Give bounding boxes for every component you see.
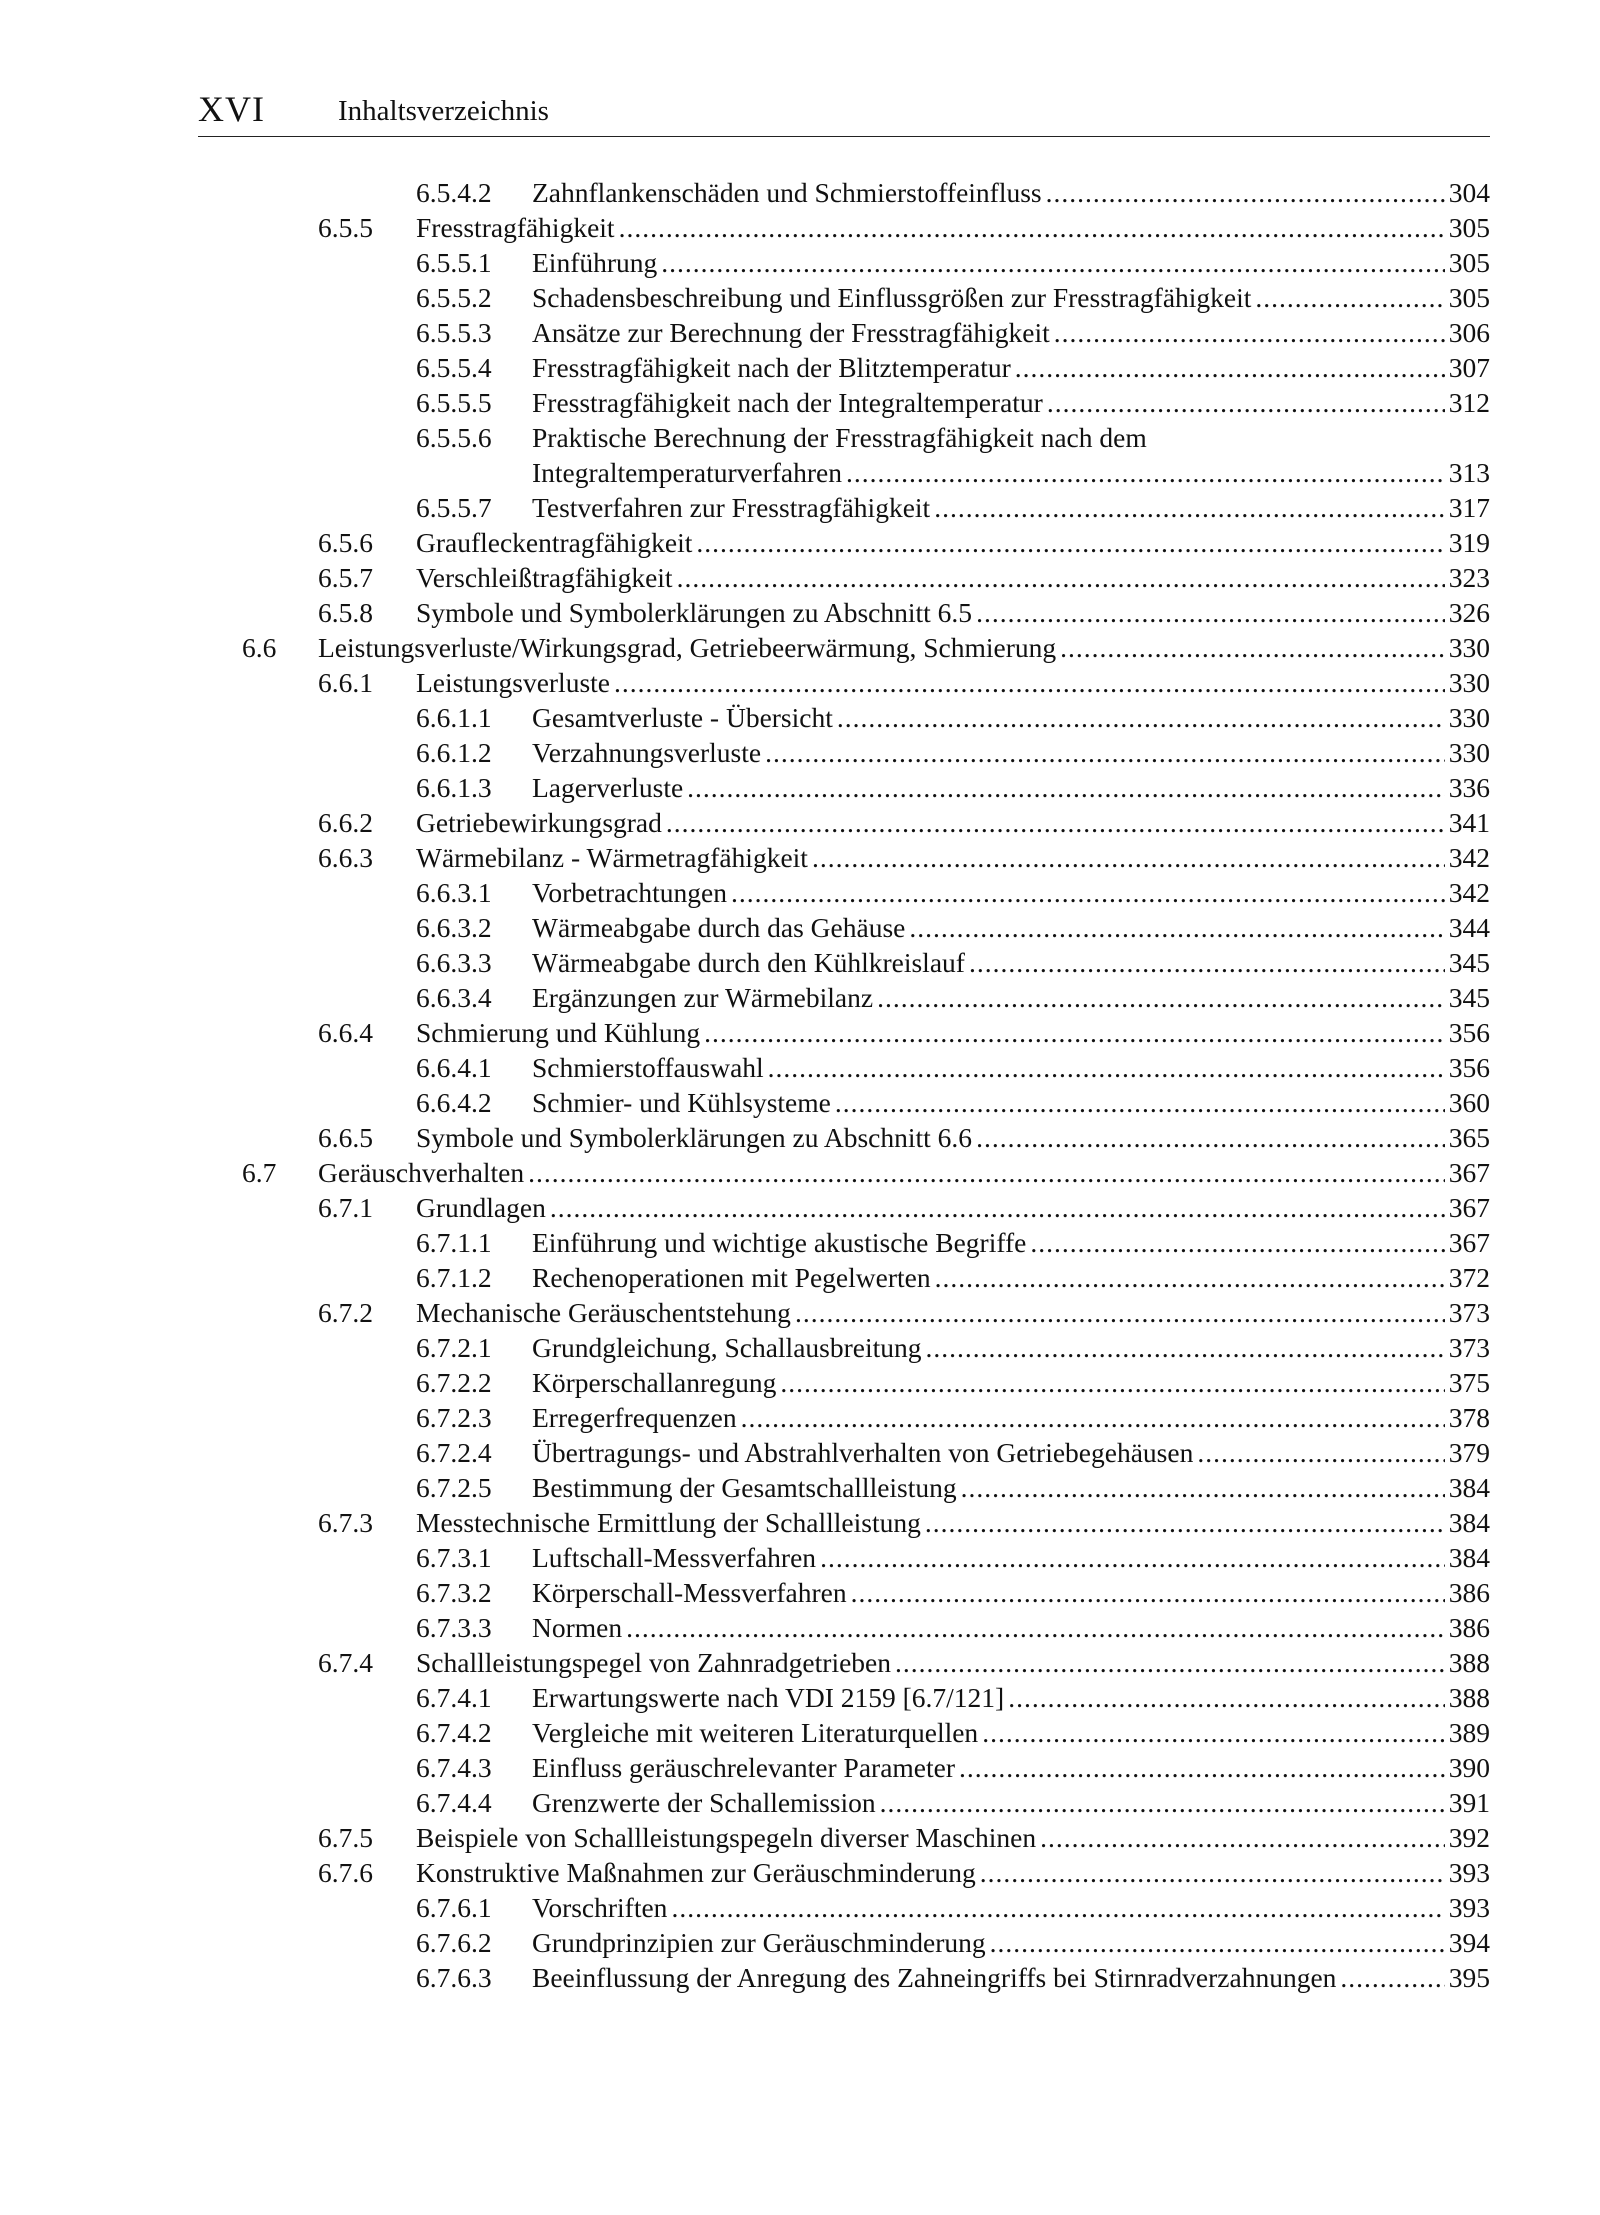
toc-entry-title: Ergänzungen zur Wärmebilanz xyxy=(532,982,874,1013)
toc-entry-number: 6.7.2.1 xyxy=(416,1332,492,1363)
toc-entry[interactable] xyxy=(0,1225,1600,1260)
toc-entry-number: 6.7.2.3 xyxy=(416,1402,492,1433)
toc-entry[interactable] xyxy=(0,1435,1600,1470)
toc-entry[interactable] xyxy=(0,315,1600,350)
toc-entry-number: 6.6.3.3 xyxy=(416,947,492,978)
toc-entry[interactable] xyxy=(0,805,1600,840)
dot-leader xyxy=(550,1190,1445,1225)
toc-entry[interactable] xyxy=(0,420,1600,490)
toc-entry-title: Wärmebilanz - Wärmetragfähigkeit xyxy=(416,842,808,873)
dot-leader xyxy=(1197,1435,1444,1470)
toc-entry-number: 6.7.4.3 xyxy=(416,1752,492,1783)
toc-entry-page: 356 xyxy=(1448,1052,1490,1083)
toc-entry-number: 6.6.3 xyxy=(318,842,373,873)
toc-entry[interactable] xyxy=(0,945,1600,980)
dot-leader xyxy=(969,945,1445,980)
table-of-contents xyxy=(0,175,1600,1995)
toc-entry-number: 6.5.6 xyxy=(318,527,373,558)
dot-leader xyxy=(795,1295,1445,1330)
toc-entry-title: Praktische Berechnung der Fresstragfähigkeit nach dem xyxy=(532,422,1147,453)
toc-entry-number: 6.7.3 xyxy=(318,1507,373,1538)
toc-entry-page: 386 xyxy=(1448,1577,1490,1608)
dot-leader xyxy=(677,560,1445,595)
toc-entry-title: Vorschriften xyxy=(532,1892,668,1923)
toc-entry-page: 395 xyxy=(1448,1962,1490,1993)
toc-entry[interactable] xyxy=(0,1155,1600,1190)
toc-entry-title: Beeinflussung der Anregung des Zahneingriffs bei Stirnradverzahnungen xyxy=(532,1962,1337,1993)
dot-leader xyxy=(765,735,1445,770)
toc-entry-title: Körperschallanregung xyxy=(532,1367,777,1398)
dot-leader xyxy=(666,805,1445,840)
toc-entry-title: Fresstragfähigkeit xyxy=(416,212,615,243)
toc-entry-title: Grundlagen xyxy=(416,1192,546,1223)
dot-leader xyxy=(1255,280,1444,315)
toc-entry[interactable] xyxy=(0,735,1600,770)
toc-entry-number: 6.6.4.1 xyxy=(416,1052,492,1083)
toc-entry[interactable] xyxy=(0,1330,1600,1365)
toc-entry-number: 6.7.2.4 xyxy=(416,1437,492,1468)
toc-entry-number: 6.6.4 xyxy=(318,1017,373,1048)
dot-leader xyxy=(614,665,1445,700)
toc-entry-page: 330 xyxy=(1448,667,1490,698)
toc-entry-title: Konstruktive Maßnahmen zur Geräuschminderung xyxy=(416,1857,976,1888)
toc-entry-number: 6.7.2.2 xyxy=(416,1367,492,1398)
toc-entry-page: 388 xyxy=(1448,1682,1490,1713)
toc-entry-title: Grenzwerte der Schallemission xyxy=(532,1787,876,1818)
toc-entry-number: 6.5.5.3 xyxy=(416,317,492,348)
toc-entry-page: 393 xyxy=(1448,1857,1490,1888)
dot-leader xyxy=(961,1470,1445,1505)
dot-leader xyxy=(959,1750,1445,1785)
toc-entry-page: 336 xyxy=(1448,772,1490,803)
toc-entry-number: 6.5.5 xyxy=(318,212,373,243)
toc-entry-page: 342 xyxy=(1448,877,1490,908)
dot-leader xyxy=(1047,385,1445,420)
toc-entry-page: 393 xyxy=(1448,1892,1490,1923)
dot-leader xyxy=(846,455,1445,490)
toc-entry-title: Erwartungswerte nach VDI 2159 [6.7/121] xyxy=(532,1682,1005,1713)
toc-entry-page: 388 xyxy=(1448,1647,1490,1678)
toc-entry-page: 379 xyxy=(1448,1437,1490,1468)
toc-entry-number: 6.7.3.3 xyxy=(416,1612,492,1643)
toc-entry[interactable] xyxy=(0,770,1600,805)
toc-entry-number: 6.5.5.4 xyxy=(416,352,492,383)
toc-entry-title: Schmier- und Kühlsysteme xyxy=(532,1087,831,1118)
dot-leader xyxy=(980,1855,1445,1890)
toc-entry-number: 6.5.5.2 xyxy=(416,282,492,313)
toc-entry-title: Einführung xyxy=(532,247,658,278)
toc-entry[interactable] xyxy=(0,1260,1600,1295)
toc-entry-number: 6.7 xyxy=(242,1157,277,1188)
toc-entry-title: Wärmeabgabe durch den Kühlkreislauf xyxy=(532,947,965,978)
toc-entry-page: 305 xyxy=(1448,212,1490,243)
toc-entry-title: Wärmeabgabe durch das Gehäuse xyxy=(532,912,906,943)
dot-leader xyxy=(671,1890,1444,1925)
page-number: XVI xyxy=(198,89,265,129)
toc-entry-title: Schmierung und Kühlung xyxy=(416,1017,701,1048)
toc-entry[interactable] xyxy=(0,560,1600,595)
toc-entry-title: Grundprinzipien zur Geräuschminderung xyxy=(532,1927,986,1958)
toc-entry-number: 6.7.4.4 xyxy=(416,1787,492,1818)
toc-entry[interactable] xyxy=(0,1365,1600,1400)
toc-entry-page: 330 xyxy=(1448,702,1490,733)
toc-entry-page: 365 xyxy=(1448,1122,1490,1153)
toc-entry-number: 6.7.2 xyxy=(318,1297,373,1328)
toc-entry[interactable] xyxy=(0,350,1600,385)
toc-entry-number: 6.7.5 xyxy=(318,1822,373,1853)
dot-leader xyxy=(935,1260,1445,1295)
toc-entry[interactable] xyxy=(0,1855,1600,1890)
toc-entry-title: Symbole und Symbolerklärungen zu Abschnitt 6.6 xyxy=(416,1122,973,1153)
toc-entry-title: Fresstragfähigkeit nach der Blitztemperatur xyxy=(532,352,1011,383)
toc-entry[interactable] xyxy=(0,665,1600,700)
dot-leader xyxy=(925,1505,1445,1540)
toc-entry-title: Vorbetrachtungen xyxy=(532,877,727,908)
toc-entry-page: 305 xyxy=(1448,247,1490,278)
dot-leader xyxy=(1046,175,1445,210)
toc-entry[interactable] xyxy=(0,525,1600,560)
toc-entry-title: Luftschall-Messverfahren xyxy=(532,1542,817,1573)
toc-entry-title: Fresstragfähigkeit nach der Integraltemperatur xyxy=(532,387,1043,418)
toc-entry[interactable] xyxy=(0,1190,1600,1225)
dot-leader xyxy=(528,1155,1445,1190)
toc-entry[interactable] xyxy=(0,1505,1600,1540)
toc-entry[interactable] xyxy=(0,280,1600,315)
toc-entry-page: 367 xyxy=(1448,1192,1490,1223)
toc-entry-title: Einfluss geräuschrelevanter Parameter xyxy=(532,1752,956,1783)
toc-entry[interactable] xyxy=(0,1715,1600,1750)
toc-entry-title: Zahnflankenschäden und Schmierstoffeinfluss xyxy=(532,177,1042,208)
toc-entry-number: 6.7.1 xyxy=(318,1192,373,1223)
dot-leader xyxy=(1340,1960,1444,1995)
toc-entry-number: 6.6.4.2 xyxy=(416,1087,492,1118)
toc-entry-page: 373 xyxy=(1448,1297,1490,1328)
dot-leader xyxy=(619,210,1445,245)
toc-entry-title: Leistungsverluste xyxy=(416,667,610,698)
toc-entry-page: 367 xyxy=(1448,1227,1490,1258)
toc-entry[interactable] xyxy=(0,490,1600,525)
toc-entry-page: 330 xyxy=(1448,632,1490,663)
toc-entry[interactable] xyxy=(0,1540,1600,1575)
toc-entry[interactable] xyxy=(0,1890,1600,1925)
toc-entry[interactable] xyxy=(0,1960,1600,1995)
dot-leader xyxy=(626,1610,1445,1645)
toc-entry-title: Mechanische Geräuschentstehung xyxy=(416,1297,791,1328)
toc-entry-page: 319 xyxy=(1448,527,1490,558)
toc-entry-page: 394 xyxy=(1448,1927,1490,1958)
toc-entry[interactable] xyxy=(0,1400,1600,1435)
toc-entry-number: 6.7.6.2 xyxy=(416,1927,492,1958)
dot-leader xyxy=(909,910,1444,945)
toc-entry-page: 306 xyxy=(1448,317,1490,348)
dot-leader xyxy=(934,490,1445,525)
toc-entry-page: 372 xyxy=(1448,1262,1490,1293)
toc-entry-page: 345 xyxy=(1448,982,1490,1013)
toc-entry-title: Testverfahren zur Fresstragfähigkeit xyxy=(532,492,931,523)
toc-entry-title: Getriebewirkungsgrad xyxy=(416,807,662,838)
toc-entry[interactable] xyxy=(0,1785,1600,1820)
toc-entry-title: Ansätze zur Berechnung der Fresstragfähigkeit xyxy=(532,317,1050,348)
dot-leader xyxy=(812,840,1445,875)
toc-entry-title: Lagerverluste xyxy=(532,772,684,803)
toc-entry[interactable] xyxy=(0,840,1600,875)
toc-entry-page: 345 xyxy=(1448,947,1490,978)
toc-entry-page: 304 xyxy=(1448,177,1490,208)
running-title: Inhaltsverzeichnis xyxy=(338,95,549,127)
toc-entry-number: 6.5.5.6 xyxy=(416,422,492,453)
toc-entry-page: 384 xyxy=(1448,1542,1490,1573)
toc-entry-title: Verschleißtragfähigkeit xyxy=(416,562,673,593)
toc-entry-number: 6.7.1.2 xyxy=(416,1262,492,1293)
dot-leader xyxy=(1040,1820,1445,1855)
toc-entry-title: Leistungsverluste/Wirkungsgrad, Getriebeerwärmung, Schmierung xyxy=(318,632,1057,663)
toc-entry-title: Grundgleichung, Schallausbreitung xyxy=(532,1332,922,1363)
toc-entry-number: 6.7.4.2 xyxy=(416,1717,492,1748)
toc-entry[interactable] xyxy=(0,1295,1600,1330)
toc-entry-page: 307 xyxy=(1448,352,1490,383)
dot-leader xyxy=(982,1715,1445,1750)
toc-entry[interactable] xyxy=(0,875,1600,910)
toc-entry[interactable] xyxy=(0,385,1600,420)
dot-leader xyxy=(704,1015,1445,1050)
toc-entry-page: 360 xyxy=(1448,1087,1490,1118)
toc-entry-number: 6.6.1.1 xyxy=(416,702,492,733)
toc-entry-number: 6.5.5.7 xyxy=(416,492,492,523)
toc-entry-title: Schallleistungspegel von Zahnradgetrieben xyxy=(416,1647,891,1678)
toc-entry-page: 317 xyxy=(1448,492,1490,523)
toc-entry-number: 6.7.6.1 xyxy=(416,1892,492,1923)
running-header xyxy=(198,84,1490,137)
toc-entry-title: Graufleckentragfähigkeit xyxy=(416,527,693,558)
toc-entry[interactable] xyxy=(0,1575,1600,1610)
dot-leader xyxy=(976,1120,1445,1155)
toc-entry-page: 378 xyxy=(1448,1402,1490,1433)
toc-entry-title: Geräuschverhalten xyxy=(318,1157,525,1188)
toc-entry-title: Rechenoperationen mit Pegelwerten xyxy=(532,1262,931,1293)
toc-entry[interactable] xyxy=(0,1925,1600,1960)
toc-entry-title: Übertragungs- und Abstrahlverhalten von Getriebegehäusen xyxy=(532,1437,1194,1468)
dot-leader xyxy=(780,1365,1444,1400)
toc-entry[interactable] xyxy=(0,1050,1600,1085)
toc-entry-page: 342 xyxy=(1448,842,1490,873)
toc-entry-number: 6.6.1 xyxy=(318,667,373,698)
toc-entry-page: 330 xyxy=(1448,737,1490,768)
toc-entry[interactable] xyxy=(0,1820,1600,1855)
toc-entry-page: 391 xyxy=(1448,1787,1490,1818)
dot-leader xyxy=(1030,1225,1444,1260)
toc-entry-page: 384 xyxy=(1448,1472,1490,1503)
toc-entry-number: 6.7.6 xyxy=(318,1857,373,1888)
toc-entry[interactable] xyxy=(0,175,1600,210)
toc-entry-number: 6.6.1.3 xyxy=(416,772,492,803)
dot-leader xyxy=(687,770,1445,805)
toc-entry-page: 386 xyxy=(1448,1612,1490,1643)
toc-entry-page: 326 xyxy=(1448,597,1490,628)
toc-entry-page: 344 xyxy=(1448,912,1490,943)
dot-leader xyxy=(880,1785,1445,1820)
dot-leader xyxy=(877,980,1445,1015)
toc-entry[interactable] xyxy=(0,1680,1600,1715)
toc-entry[interactable] xyxy=(0,1015,1600,1050)
toc-entry-page: 356 xyxy=(1448,1017,1490,1048)
toc-entry-title: Beispiele von Schallleistungspegeln diverser Maschinen xyxy=(416,1822,1037,1853)
toc-entry-page: 389 xyxy=(1448,1717,1490,1748)
toc-entry-title: Körperschall-Messverfahren xyxy=(532,1577,847,1608)
toc-entry-page: 375 xyxy=(1448,1367,1490,1398)
toc-entry[interactable] xyxy=(0,1645,1600,1680)
toc-entry-title: Vergleiche mit weiteren Literaturquellen xyxy=(532,1717,979,1748)
toc-entry-number: 6.6.3.1 xyxy=(416,877,492,908)
toc-entry-title: Messtechnische Ermittlung der Schallleistung xyxy=(416,1507,921,1538)
toc-entry[interactable] xyxy=(0,1470,1600,1505)
toc-entry[interactable] xyxy=(0,910,1600,945)
toc-entry[interactable] xyxy=(0,1610,1600,1645)
toc-entry-number: 6.6.2 xyxy=(318,807,373,838)
toc-entry[interactable] xyxy=(0,1085,1600,1120)
toc-entry-number: 6.7.3.1 xyxy=(416,1542,492,1573)
toc-entry-page: 313 xyxy=(1448,457,1490,488)
toc-entry[interactable] xyxy=(0,210,1600,245)
toc-entry-number: 6.6.3.2 xyxy=(416,912,492,943)
toc-entry[interactable] xyxy=(0,1750,1600,1785)
dot-leader xyxy=(1054,315,1445,350)
toc-entry[interactable] xyxy=(0,245,1600,280)
toc-entry-page: 305 xyxy=(1448,282,1490,313)
toc-entry-page: 367 xyxy=(1448,1157,1490,1188)
dot-leader xyxy=(1060,630,1445,665)
toc-entry-title: Schmierstoffauswahl xyxy=(532,1052,764,1083)
toc-entry-number: 6.5.7 xyxy=(318,562,373,593)
toc-entry-number: 6.5.4.2 xyxy=(416,177,492,208)
toc-entry-number: 6.6.5 xyxy=(318,1122,373,1153)
toc-entry-number: 6.7.3.2 xyxy=(416,1577,492,1608)
toc-entry-page: 323 xyxy=(1448,562,1490,593)
dot-leader xyxy=(851,1575,1445,1610)
toc-entry-title: Integraltemperaturverfahren xyxy=(532,457,842,488)
toc-entry-page: 392 xyxy=(1448,1822,1490,1853)
toc-entry-page: 390 xyxy=(1448,1752,1490,1783)
dot-leader xyxy=(696,525,1444,560)
toc-entry-title: Schadensbeschreibung und Einflussgrößen zur Fresstragfähigkeit xyxy=(532,282,1252,313)
toc-entry-number: 6.6.3.4 xyxy=(416,982,492,1013)
toc-entry[interactable] xyxy=(0,595,1600,630)
dot-leader xyxy=(976,595,1445,630)
toc-entry-title: Gesamtverluste - Übersicht xyxy=(532,702,833,733)
dot-leader xyxy=(731,875,1445,910)
toc-entry-page: 341 xyxy=(1448,807,1490,838)
toc-entry-title: Bestimmung der Gesamtschallleistung xyxy=(532,1472,957,1503)
dot-leader xyxy=(768,1050,1445,1085)
toc-entry-page: 312 xyxy=(1448,387,1490,418)
dot-leader xyxy=(990,1925,1445,1960)
dot-leader xyxy=(1015,350,1445,385)
toc-entry-number: 6.5.5.5 xyxy=(416,387,492,418)
toc-entry-title: Normen xyxy=(532,1612,623,1643)
toc-entry-number: 6.6.1.2 xyxy=(416,737,492,768)
dot-leader xyxy=(741,1400,1445,1435)
toc-entry-title: Symbole und Symbolerklärungen zu Abschnitt 6.5 xyxy=(416,597,973,628)
toc-entry-page: 384 xyxy=(1448,1507,1490,1538)
dot-leader xyxy=(661,245,1444,280)
dot-leader xyxy=(837,700,1445,735)
toc-entry-number: 6.7.2.5 xyxy=(416,1472,492,1503)
toc-entry-number: 6.7.4 xyxy=(318,1647,373,1678)
dot-leader xyxy=(820,1540,1445,1575)
dot-leader xyxy=(895,1645,1445,1680)
toc-entry-title: Einführung und wichtige akustische Begriffe xyxy=(532,1227,1027,1258)
toc-entry-number: 6.5.5.1 xyxy=(416,247,492,278)
toc-entry-title: Erregerfrequenzen xyxy=(532,1402,737,1433)
toc-entry-number: 6.5.8 xyxy=(318,597,373,628)
toc-entry-number: 6.6 xyxy=(242,632,277,663)
toc-entry-number: 6.7.1.1 xyxy=(416,1227,492,1258)
toc-entry-number: 6.7.6.3 xyxy=(416,1962,492,1993)
toc-entry-page: 373 xyxy=(1448,1332,1490,1363)
toc-entry-number: 6.7.4.1 xyxy=(416,1682,492,1713)
toc-entry[interactable] xyxy=(0,630,1600,665)
dot-leader xyxy=(835,1085,1445,1120)
toc-entry[interactable] xyxy=(0,700,1600,735)
toc-entry-title: Verzahnungsverluste xyxy=(532,737,762,768)
dot-leader xyxy=(926,1330,1445,1365)
toc-entry[interactable] xyxy=(0,980,1600,1015)
dot-leader xyxy=(1008,1680,1445,1715)
toc-entry[interactable] xyxy=(0,1120,1600,1155)
